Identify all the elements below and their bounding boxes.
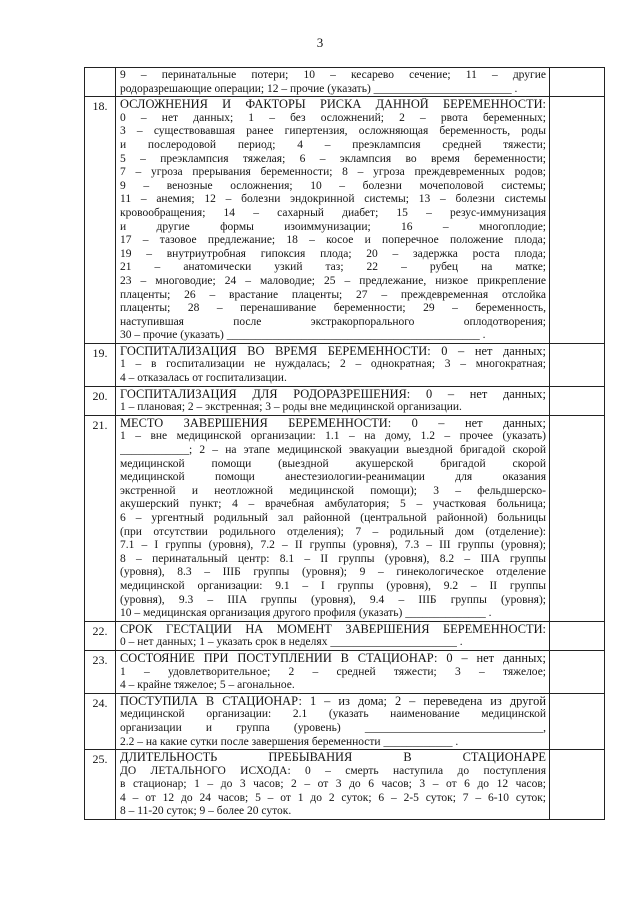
text-line: акушерский пункт; 4 – врачебная амбулатория; 5 – участковая больница; bbox=[120, 498, 546, 511]
text-line: 9 – венозные осложнения; 10 – болезни мочеполовой системы; bbox=[120, 179, 546, 192]
answer-cell[interactable] bbox=[550, 386, 605, 415]
form-rows bbox=[85, 68, 605, 820]
text-line: плаценты; 26 – врастание плаценты; 27 – преждевременная отслойка bbox=[120, 288, 546, 301]
form-row bbox=[85, 650, 605, 693]
text-line: медицинской помощи (выездной акушерской бригадой скорой bbox=[120, 457, 546, 470]
form-row bbox=[85, 750, 605, 820]
answer-cell[interactable] bbox=[550, 621, 605, 650]
text-line: МЕСТО ЗАВЕРШЕНИЯ БЕРЕМЕННОСТИ: 0 – нет данных; bbox=[120, 416, 546, 430]
form-table bbox=[84, 67, 605, 820]
text-line: наступившая после экстракорпорального оплодотворения; bbox=[120, 315, 546, 328]
text-line: 0 – нет данных; 1 – указать срок в неделях ______________________ . bbox=[120, 636, 463, 649]
form-row bbox=[85, 68, 605, 97]
text-line: (при отсутствии родильного отделения); 7 – родильный дом (отделение): bbox=[120, 525, 546, 538]
text-line: 7 – угроза прерывания беременности; 8 – угроза преждевременных родов; bbox=[120, 166, 546, 179]
text-line: медицинской организации: 2.1 (указать наименование медицинской bbox=[120, 708, 546, 721]
text-line: 17 – тазовое предлежание; 18 – косое и поперечное положение плода; bbox=[120, 234, 546, 247]
text-line: 8 – 11-20 суток; 9 – более 20 суток. bbox=[120, 805, 292, 818]
text-line: 19 – внутриутробная гипоксия плода; 20 – задержка роста плода; bbox=[120, 247, 546, 260]
answer-cell[interactable] bbox=[550, 750, 605, 820]
text-line: медицинской организации: 9.1 – I группы (уровня), 9.2 – II группы bbox=[120, 579, 546, 592]
text-line: 21 – анатомически узкий таз; 22 – рубец на матке; bbox=[120, 261, 546, 274]
text-line: 4 – отказалась от госпитализации. bbox=[120, 372, 287, 385]
text-line: организации и группа (уровень) _______________________________, bbox=[120, 721, 546, 734]
answer-cell[interactable] bbox=[550, 343, 605, 386]
answer-cell[interactable] bbox=[550, 68, 605, 97]
answer-cell[interactable] bbox=[550, 415, 605, 621]
text-line: 8 – перинатальный центр: 8.1 – II группы (уровня), 8.2 – IIIA группы bbox=[120, 552, 546, 565]
text-line: ОСЛОЖНЕНИЯ И ФАКТОРЫ РИСКА ДАННОЙ БЕРЕМЕННОСТИ: bbox=[120, 98, 546, 112]
text-line: 1 – плановая; 2 – экстренная; 3 – роды вне медицинской организации. bbox=[120, 401, 462, 414]
text-line: 11 – анемия; 12 – болезни эндокринной системы; 13 – болезни системы bbox=[120, 193, 546, 206]
form-row bbox=[85, 386, 605, 415]
row-number bbox=[85, 68, 116, 97]
row-number: 21. bbox=[85, 415, 116, 621]
text-line: кровообращения; 14 – сахарный диабет; 15 – резус-иммунизация bbox=[120, 206, 546, 219]
row-text bbox=[116, 97, 550, 344]
row-number: 25. bbox=[85, 750, 116, 820]
text-line: ____________; 2 – на этапе медицинской эвакуации выездной бригадой скорой bbox=[120, 444, 546, 457]
row-text bbox=[116, 650, 550, 693]
text-line: экстренной и неотложной медицинской помощи); 3 – фельдшерско- bbox=[120, 484, 546, 497]
text-line: медицинской помощи анестезиологии-реанимации для оказания bbox=[120, 471, 546, 484]
row-number: 22. bbox=[85, 621, 116, 650]
text-line: 1 – удовлетворительное; 2 – средней тяжести; 3 – тяжелое; bbox=[120, 665, 546, 678]
text-line: в стационар; 1 – до 3 часов; 2 – от 3 до 6 часов; 3 – от 6 до 12 часов; bbox=[120, 778, 546, 791]
text-line: ДО ЛЕТАЛЬНОГО ИСХОДА: 0 – смерть наступила до поступления bbox=[120, 764, 546, 777]
row-text bbox=[116, 415, 550, 621]
row-text bbox=[116, 386, 550, 415]
answer-cell[interactable] bbox=[550, 650, 605, 693]
form-row bbox=[85, 97, 605, 344]
text-line: и послеродовой период; 4 – преэклампсия средней тяжести; bbox=[120, 138, 546, 151]
answer-cell[interactable] bbox=[550, 97, 605, 344]
row-text bbox=[116, 68, 550, 97]
row-number: 24. bbox=[85, 693, 116, 749]
text-line: (уровня), 8.3 – IIIБ группы (уровня); 9 – гинекологическое отделение bbox=[120, 566, 546, 579]
page-number: 3 bbox=[316, 35, 324, 50]
text-line: ГОСПИТАЛИЗАЦИЯ ВО ВРЕМЯ БЕРЕМЕННОСТИ: 0 – нет данных; bbox=[120, 344, 546, 358]
row-number: 18. bbox=[85, 97, 116, 344]
text-line: родоразрешающие операции; 12 – прочие (указать) ________________________ . bbox=[120, 82, 518, 95]
text-line: 5 – преэклампсия тяжелая; 6 – эклампсия во время беременности; bbox=[120, 152, 546, 165]
form-row bbox=[85, 621, 605, 650]
text-line: 10 – медицинская организация другого профиля (указать) ______________ . bbox=[120, 607, 492, 620]
form-row bbox=[85, 415, 605, 621]
text-line: 0 – нет данных; 1 – без осложнений; 2 – рвота беременных; bbox=[120, 111, 546, 124]
row-number: 19. bbox=[85, 343, 116, 386]
text-line: 4 – от 12 до 24 часов; 5 – от 1 до 2 суток; 6 – 2-5 суток; 7 – 6-10 суток; bbox=[120, 791, 546, 804]
text-line: ПОСТУПИЛА В СТАЦИОНАР: 1 – из дома; 2 – переведена из другой bbox=[120, 694, 546, 708]
answer-cell[interactable] bbox=[550, 693, 605, 749]
row-text bbox=[116, 343, 550, 386]
text-line: ДЛИТЕЛЬНОСТЬ ПРЕБЫВАНИЯ В СТАЦИОНАРЕ bbox=[120, 751, 546, 765]
text-line: (уровня), 9.3 – IIIA группы (уровня), 9.4 – IIIБ группы (уровня); bbox=[120, 593, 546, 606]
text-line: СОСТОЯНИЕ ПРИ ПОСТУПЛЕНИИ В СТАЦИОНАР: 0 – нет данных; bbox=[120, 651, 546, 665]
text-line: СРОК ГЕСТАЦИИ НА МОМЕНТ ЗАВЕРШЕНИЯ БЕРЕМЕННОСТИ: bbox=[120, 622, 546, 636]
text-line: 1 – вне медицинской организации: 1.1 – на дому, 1.2 – прочее (указать) bbox=[120, 430, 546, 443]
text-line: плаценты; 28 – перенашивание беременности; 29 – беременность, bbox=[120, 302, 546, 315]
form-row bbox=[85, 693, 605, 749]
row-number: 20. bbox=[85, 386, 116, 415]
row-text bbox=[116, 750, 550, 820]
row-text bbox=[116, 693, 550, 749]
text-line: ГОСПИТАЛИЗАЦИЯ ДЛЯ РОДОРАЗРЕШЕНИЯ: 0 – нет данных; bbox=[120, 387, 546, 401]
row-number: 23. bbox=[85, 650, 116, 693]
text-line: и другие формы изоиммунизации; 16 – многоплодие; bbox=[120, 220, 546, 233]
text-line: 2.2 – на какие сутки после завершения беременности ____________ . bbox=[120, 735, 459, 748]
text-line: 30 – прочие (указать) ____________________________________________ . bbox=[120, 329, 486, 342]
text-line: 3 – существовавшая ранее гипертензия, осложняющая беременность, роды bbox=[120, 125, 546, 138]
text-line: 4 – крайне тяжелое; 5 – агональное. bbox=[120, 679, 295, 692]
row-text bbox=[116, 621, 550, 650]
form-row bbox=[85, 343, 605, 386]
text-line: 6 – ургентный родильный зал районной (центральной районной) больницы bbox=[120, 512, 546, 524]
text-line: 7.1 – I группы (уровня), 7.2 – II группы (уровня), 7.3 – III группы (уровня); bbox=[120, 539, 546, 552]
text-line: 23 – многоводие; 24 – маловодие; 25 – предлежание, низкое прикрепление bbox=[120, 274, 546, 287]
text-line: 9 – перинатальные потери; 10 – кесарево сечение; 11 – другие bbox=[120, 69, 546, 81]
text-line: 1 – в госпитализации не нуждалась; 2 – однократная; 3 – многократная; bbox=[120, 358, 546, 371]
